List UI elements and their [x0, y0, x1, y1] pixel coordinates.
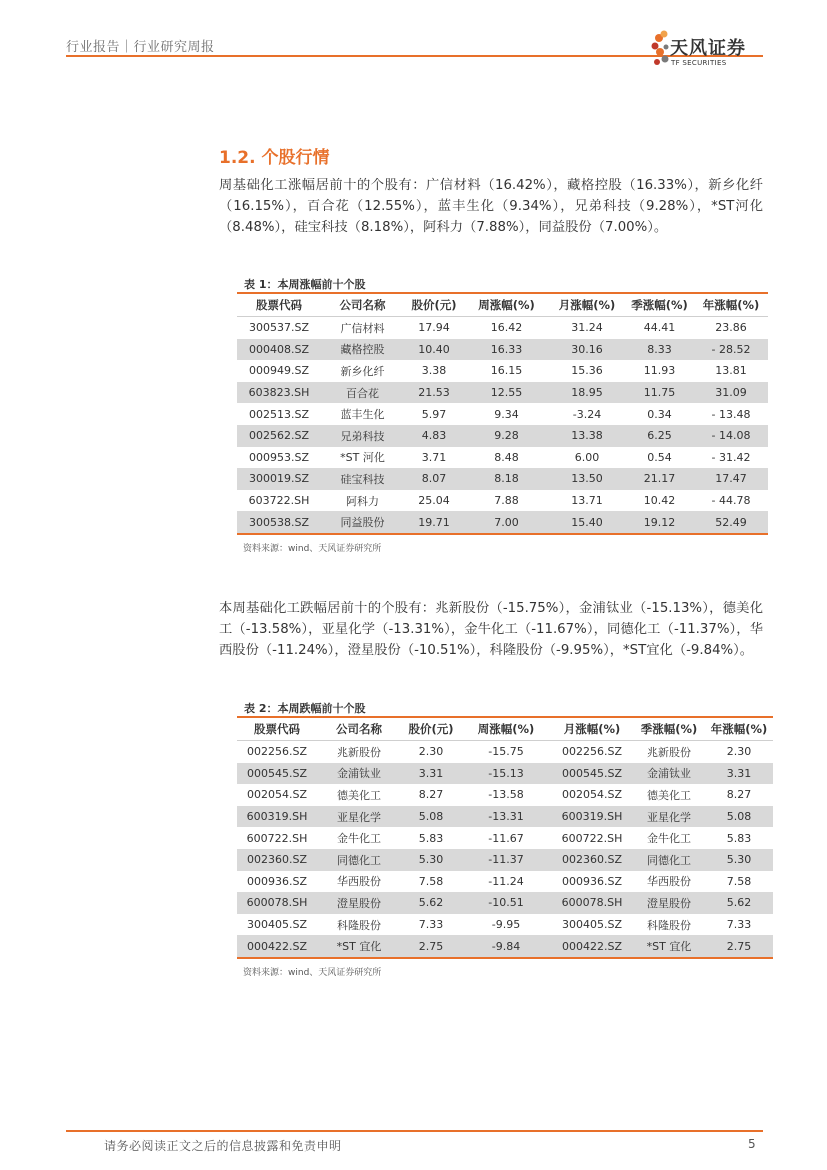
column-header: 季涨幅(%): [625, 293, 694, 317]
table-cell: 600319.SH: [237, 806, 317, 828]
table-row: [237, 382, 768, 404]
table-row: [237, 447, 768, 469]
table-cell: 19.12: [625, 511, 694, 534]
table-cell: 阿科力: [346, 494, 379, 508]
table-cell: 8.18: [464, 468, 549, 490]
table-cell: 30.16: [549, 339, 625, 361]
table-cell: 13.71: [571, 494, 603, 508]
table-row: [237, 317, 768, 339]
table-cell: 11.93: [643, 364, 676, 378]
table-cell: 同德化工: [317, 849, 401, 871]
table-cell: - 13.48: [711, 407, 751, 421]
table-cell: 4.83: [404, 425, 464, 447]
losers-paragraph: 本周基础化工跌幅居前十的个股有：兆新股份（-15.75%），金浦钛业（-15.13%），德美化工（-13.58%），亚星化学（-13.31%），金牛化工（-11.67%），同德化工（-11.37%），华西股份（-11.24%），澄星股份（-10.51%），科隆股份（-9.95%），*ST宜化（-9.84%）。: [219, 601, 763, 658]
table-cell: 澄星股份: [633, 892, 705, 914]
table-cell: 兄弟科技: [321, 425, 404, 447]
table-cell: -3.24: [572, 407, 602, 421]
table-cell: 300538.SZ: [237, 511, 321, 534]
table-cell: 11.75: [625, 382, 694, 404]
table-cell: 15.36: [571, 364, 603, 378]
table-cell: 2.30: [418, 745, 444, 759]
table-cell: 17.47: [694, 468, 768, 490]
table-cell: 603823.SH: [237, 382, 321, 404]
table-cell: 7.00: [464, 511, 549, 534]
table-cell: 金浦钛业: [633, 763, 705, 785]
table-cell: 华西股份: [647, 875, 691, 889]
table-cell: 600078.SH: [237, 892, 317, 914]
table-cell: 蓝丰生化: [340, 408, 385, 422]
table-cell: 300019.SZ: [237, 468, 321, 490]
gainers-table: [237, 293, 768, 535]
table-row: [237, 403, 768, 425]
table-row: [237, 784, 773, 806]
table-cell: 16.42: [490, 321, 523, 335]
table-cell: -10.51: [461, 892, 551, 914]
table-cell: -9.95: [491, 918, 521, 932]
table-cell: -13.58: [488, 788, 524, 802]
table-cell: 000408.SZ: [237, 339, 321, 361]
table-cell: 金牛化工: [337, 832, 381, 846]
table-cell: 6.00: [574, 450, 600, 464]
column-header: 股票代码: [237, 293, 321, 317]
table-cell: -11.67: [488, 831, 524, 845]
table-row: [237, 806, 773, 828]
table-cell: 31.09: [694, 382, 768, 404]
column-header: 月涨幅(%): [551, 717, 633, 741]
table-cell: 7.58: [726, 874, 752, 888]
table-cell: 硅宝科技: [321, 468, 404, 490]
table-header-row: [237, 717, 773, 741]
table-cell: 17.94: [418, 321, 450, 335]
column-header: 股价(元): [404, 293, 464, 317]
footer-rule: [66, 1130, 763, 1132]
table-cell: 5.30: [401, 849, 461, 871]
table-row: [237, 914, 773, 936]
table-cell: 52.49: [694, 511, 768, 534]
table-cell: 000936.SZ: [561, 874, 622, 888]
section-title: 1.2. 个股行情: [219, 148, 330, 168]
table-cell: 002256.SZ: [246, 745, 307, 759]
table-row: [237, 849, 773, 871]
table-cell: -11.37: [461, 849, 551, 871]
table-cell: 300405.SZ: [246, 918, 307, 932]
table-row: [237, 763, 773, 785]
table-cell: *ST 河化: [340, 451, 385, 465]
table2-source: 资料来源：wind、天风证券研究所: [243, 968, 382, 978]
table-cell: 002054.SZ: [561, 788, 622, 802]
table-cell: 金浦钛业: [317, 763, 401, 785]
table-cell: 600722.SH: [246, 831, 308, 845]
column-header: 股票代码: [237, 717, 317, 741]
table-cell: 21.53: [404, 382, 464, 404]
table-cell: 7.33: [418, 918, 444, 932]
logo-name: 天风证券: [670, 38, 746, 59]
table-cell: 000545.SZ: [237, 763, 317, 785]
table-row: [237, 425, 768, 447]
table-cell: 兆新股份: [337, 745, 381, 759]
table-cell: 5.62: [401, 892, 461, 914]
table-cell: 科隆股份: [647, 918, 691, 932]
table-cell: *ST 宜化: [317, 935, 401, 958]
table-cell: 3.31: [401, 763, 461, 785]
table-cell: 15.40: [549, 511, 625, 534]
table-cell: - 14.08: [694, 425, 768, 447]
table-cell: 7.33: [726, 918, 752, 932]
table-cell: 金牛化工: [647, 832, 691, 846]
table-cell: 8.33: [625, 339, 694, 361]
table-cell: 13.81: [715, 364, 747, 378]
table-cell: 002513.SZ: [248, 407, 309, 421]
column-header: 周涨幅(%): [464, 293, 549, 317]
table-cell: 5.08: [401, 806, 461, 828]
table-row: [237, 490, 768, 512]
table-cell: 16.33: [464, 339, 549, 361]
table-cell: 6.25: [625, 425, 694, 447]
page-number: 5: [748, 1137, 756, 1151]
table-cell: 000953.SZ: [248, 450, 309, 464]
table-cell: 8.07: [404, 468, 464, 490]
table-cell: 18.95: [549, 382, 625, 404]
table-cell: 000545.SZ: [551, 763, 633, 785]
table-cell: 8.27: [418, 788, 444, 802]
table-cell: 10.40: [404, 339, 464, 361]
table-cell: 5.83: [726, 831, 752, 845]
table-cell: 7.88: [494, 494, 519, 508]
table-cell: 600078.SH: [551, 892, 633, 914]
table-row: [237, 741, 773, 763]
gainers-paragraph: 周基础化工涨幅居前十的个股有：广信材料（16.42%），藏格控股（16.33%），新乡化纤（16.15%），百合花（12.55%），蓝丰生化（9.34%），兄弟科技（9.28%），*ST河化（8.48%），硅宝科技（8.18%），阿科力（7.88%），同益股份（7.00%）。: [219, 178, 763, 235]
table-cell: 新乡化纤: [340, 364, 385, 378]
table-cell: 000949.SZ: [248, 364, 309, 378]
table-cell: -13.31: [461, 806, 551, 828]
table-row: [237, 827, 773, 849]
table-cell: 9.28: [464, 425, 549, 447]
table-cell: -9.84: [461, 935, 551, 958]
table-cell: 德美化工: [647, 788, 691, 802]
table-row: [237, 360, 768, 382]
table-cell: - 44.78: [711, 494, 751, 508]
table-cell: -15.75: [488, 745, 524, 759]
table-cell: 8.27: [726, 788, 752, 802]
table-cell: 21.17: [625, 468, 694, 490]
table-cell: 5.83: [418, 831, 444, 845]
logo-flower: [652, 31, 669, 66]
table-cell: 3.71: [421, 450, 447, 464]
table-cell: 603722.SH: [248, 494, 310, 508]
report-category: 行业报告｜行业研究周报: [66, 40, 215, 55]
table-cell: 8.48: [494, 450, 519, 464]
column-header: 股价(元): [401, 717, 461, 741]
table-cell: 9.34: [494, 407, 519, 421]
table-cell: 2.30: [726, 745, 752, 759]
table-cell: 2.75: [705, 935, 773, 958]
table-cell: 600722.SH: [561, 831, 623, 845]
table-cell: 2.75: [401, 935, 461, 958]
table-cell: 亚星化学: [633, 806, 705, 828]
table-cell: 16.15: [490, 364, 523, 378]
table-cell: 0.54: [647, 450, 672, 464]
table-cell: - 28.52: [694, 339, 768, 361]
table-cell: 科隆股份: [337, 918, 381, 932]
table-cell: 5.97: [421, 407, 447, 421]
table-cell: 23.86: [715, 321, 747, 335]
table-cell: 19.71: [404, 511, 464, 534]
table-cell: 002562.SZ: [237, 425, 321, 447]
logo-subtitle: TF SECURITIES: [671, 59, 727, 67]
table-cell: 同德化工: [633, 849, 705, 871]
table-cell: -15.13: [461, 763, 551, 785]
table-cell: 亚星化学: [317, 806, 401, 828]
table-cell: 13.50: [549, 468, 625, 490]
table-row: [237, 871, 773, 893]
table-cell: 德美化工: [337, 788, 381, 802]
table-cell: 百合花: [321, 382, 404, 404]
table-row: [237, 511, 768, 534]
table-cell: 10.42: [643, 494, 676, 508]
table-cell: 600319.SH: [551, 806, 633, 828]
table-cell: 13.38: [549, 425, 625, 447]
column-header: 月涨幅(%): [549, 293, 625, 317]
table-cell: 华西股份: [337, 875, 381, 889]
table-cell: 兆新股份: [647, 745, 691, 759]
table-cell: 000936.SZ: [246, 874, 307, 888]
column-header: 周涨幅(%): [461, 717, 551, 741]
table-cell: 3.31: [705, 763, 773, 785]
table-cell: 5.62: [705, 892, 773, 914]
table-cell: 002360.SZ: [237, 849, 317, 871]
table-row: [237, 339, 768, 361]
table-cell: 澄星股份: [317, 892, 401, 914]
table-cell: *ST 宜化: [633, 935, 705, 958]
footer-disclaimer: 请务必阅读正文之后的信息披露和免责申明: [104, 1139, 342, 1153]
table1-source: 资料来源：wind、天风证券研究所: [243, 544, 382, 554]
column-header: 公司名称: [317, 717, 401, 741]
table-cell: -11.24: [488, 874, 524, 888]
table-cell: 300405.SZ: [561, 918, 622, 932]
table-cell: 3.38: [421, 364, 447, 378]
table-cell: 300537.SZ: [248, 321, 309, 335]
table-cell: 5.30: [705, 849, 773, 871]
table-cell: 5.08: [705, 806, 773, 828]
table-cell: 44.41: [643, 321, 676, 335]
table-cell: 002360.SZ: [551, 849, 633, 871]
table-row: [237, 935, 773, 958]
table-header-row: [237, 293, 768, 317]
table-cell: 31.24: [571, 321, 603, 335]
table-cell: 7.58: [418, 874, 444, 888]
table-cell: - 31.42: [711, 450, 751, 464]
table-row: [237, 468, 768, 490]
table-cell: 002256.SZ: [561, 745, 622, 759]
table2-caption: 表 2：本周跌幅前十个股: [244, 702, 366, 715]
table-cell: 000422.SZ: [237, 935, 317, 958]
table1-caption: 表 1：本周涨幅前十个股: [244, 278, 366, 291]
table-cell: 000422.SZ: [551, 935, 633, 958]
table-cell: 同益股份: [321, 511, 404, 534]
table-cell: 藏格控股: [321, 339, 404, 361]
column-header: 公司名称: [321, 293, 404, 317]
column-header: 年涨幅(%): [705, 717, 773, 741]
table-cell: 002054.SZ: [246, 788, 307, 802]
table-cell: 0.34: [647, 407, 672, 421]
table-cell: 25.04: [418, 494, 450, 508]
column-header: 季涨幅(%): [633, 717, 705, 741]
losers-table: [237, 717, 773, 959]
table-cell: 广信材料: [340, 321, 385, 335]
table-cell: 12.55: [464, 382, 549, 404]
column-header: 年涨幅(%): [694, 293, 768, 317]
table-row: [237, 892, 773, 914]
